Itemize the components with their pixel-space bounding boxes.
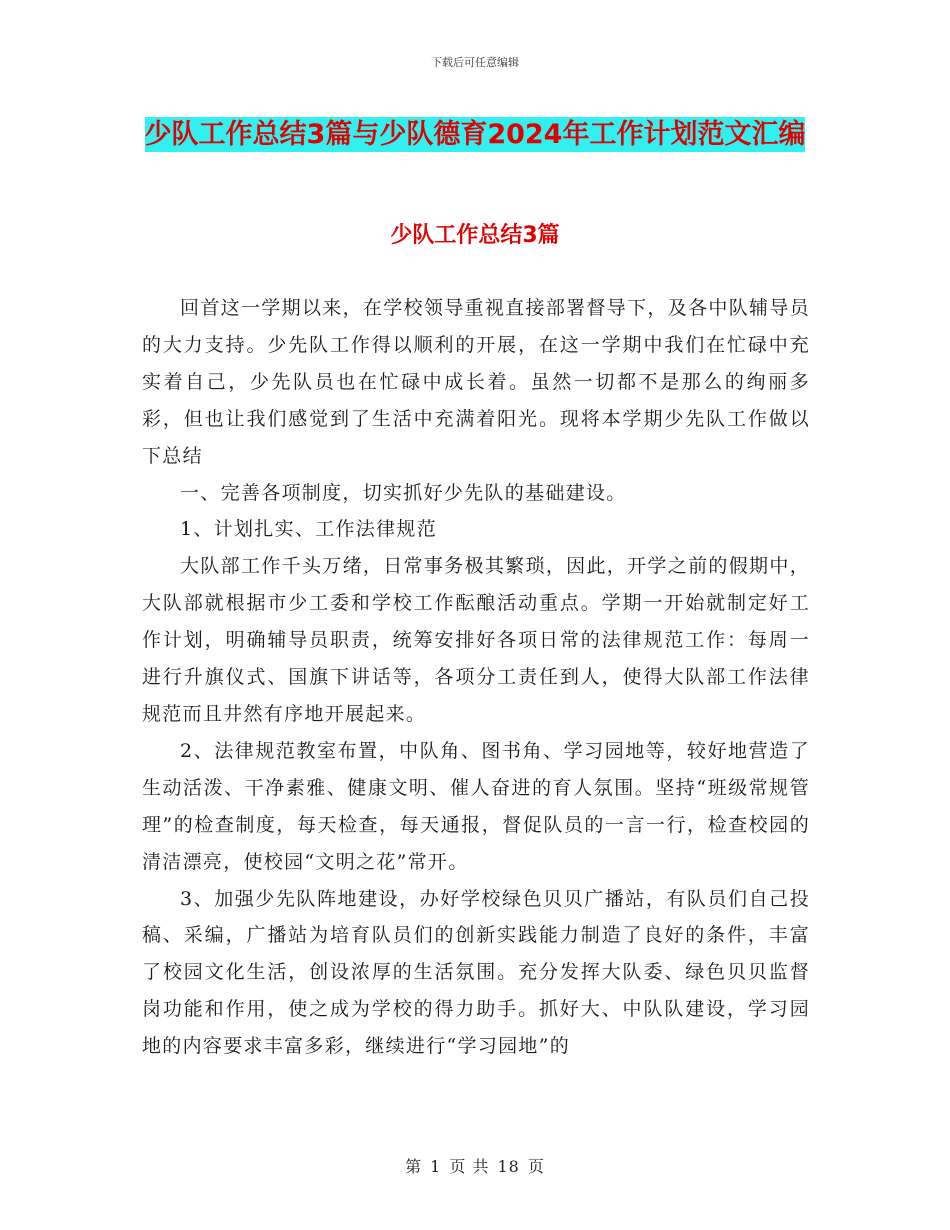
paragraph: 3、加强少先队阵地建设，办好学校绿色贝贝广播站，有队员们自己投稿、采编，广播站为培育队员们的创新实践能力制造了良好的条件，丰富了校园文化生活，创设浓厚的生活氛围。充分发挥大队委、绿色贝贝监督岗功能和作用，使之成为学校的得力助手。抓好大、中队队建设，学习园地的内容要求丰富多彩，继续进行“学习园地”的 bbox=[142, 887, 810, 1058]
document-title-text: 少队工作总结3篇与少队德育2024年工作计划范文汇编 bbox=[144, 119, 806, 150]
paragraph: 2、法律规范教室布置，中队角、图书角、学习园地等，较好地营造了生动活泼、干净素雅、健康文明、催人奋进的育人氛围。坚持“班级常规管理”的检查制度，每天检查，每天通报，督促队员的一言一行，检查校园的清洁漂亮，使校园“文明之花”常开。 bbox=[142, 739, 810, 873]
total-pages: 18 bbox=[497, 1157, 520, 1176]
section-title: 少队工作总结3篇 bbox=[390, 223, 560, 248]
footer-suffix: 页 bbox=[527, 1157, 545, 1176]
page-footer bbox=[0, 1154, 950, 1177]
paragraph: 1、计划扎实、工作法律规范 bbox=[180, 518, 437, 541]
document-title bbox=[140, 112, 810, 158]
paragraph: 回首这一学期以来，在学校领导重视直接部署督导下，及各中队辅导员的大力支持。少先队工作得以顺利的开展，在这一学期中我们在忙碌中充实着自己，少先队员也在忙碌中成长着。虽然一切都不是那么的绚丽多彩，但也让我们感觉到了生活中充满着阳光。现将本学期少先队工作做以下总结 bbox=[142, 297, 810, 467]
document-body bbox=[142, 290, 810, 1065]
footer-middle: 页 共 bbox=[449, 1157, 490, 1176]
paragraph: 大队部工作千头万绪，日常事务极其繁琐，因此，开学之前的假期中，大队部就根据市少工委和学校工作酝酿活动重点。学期一开始就制定好工作计划，明确辅导员职责，统筹安排好各项日常的法律规范工作：每周一进行升旗仪式、国旗下讲话等，各项分工责任到人，使得大队部工作法律规范而且井然有序地开展起来。 bbox=[142, 555, 810, 725]
header-note: 下载后可任意编辑 bbox=[431, 56, 519, 69]
paragraph: 一、完善各项制度，切实抓好少先队的基础建设。 bbox=[180, 481, 627, 504]
current-page-number: 1 bbox=[430, 1157, 442, 1176]
footer-prefix: 第 bbox=[405, 1157, 423, 1176]
